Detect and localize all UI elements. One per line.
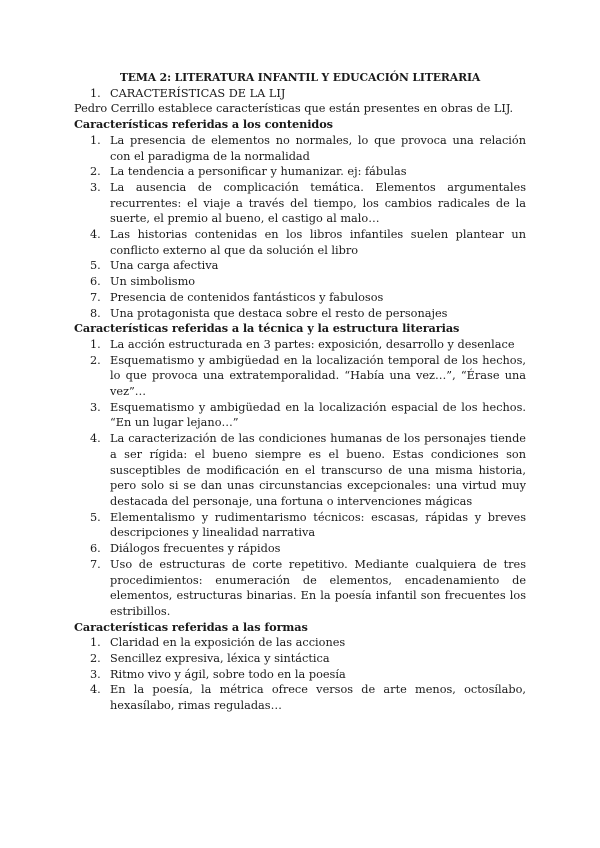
document-title: TEMA 2: LITERATURA INFANTIL Y EDUCACIÓN LITERARIA [119, 71, 481, 84]
section-heading: Características referidas a las formas [74, 619, 308, 634]
list-item [74, 682, 526, 713]
list-item-number: 8. [90, 306, 101, 320]
sections-container [74, 117, 526, 714]
numbered-list [74, 635, 526, 714]
list-item [74, 635, 526, 651]
list-item-text: Ritmo vivo y ágil, sobre todo en la poesía [110, 667, 346, 681]
list-item [74, 164, 526, 180]
list-item-number: 4. [90, 228, 101, 242]
list-item [74, 180, 526, 227]
list-item-number: 5. [90, 259, 101, 273]
list-item-text: La acción estructurada en 3 partes: exposición, desarrollo y desenlace [110, 337, 515, 351]
list-item [74, 400, 526, 431]
list-item [74, 510, 526, 541]
list-item-number: 6. [90, 275, 101, 289]
list-item-text: Esquematismo y ambigüedad en la localización espacial de los hechos. “En un lugar lejano…” [110, 400, 526, 430]
numbered-list [74, 133, 526, 321]
main-heading-text: CARACTERÍSTICAS DE LA LIJ [110, 86, 286, 100]
numbered-list [74, 337, 526, 620]
list-item-number: 5. [90, 510, 101, 524]
list-item-text: La tendencia a personificar y humanizar. ej: fábulas [110, 165, 407, 179]
list-item-number: 2. [90, 652, 101, 666]
list-item [74, 337, 526, 353]
main-heading-number: 1. [90, 86, 101, 100]
list-item-number: 7. [90, 290, 101, 304]
list-item-text: Uso de estructuras de corte repetitivo. Mediante cualquiera de tres procedimientos: enumeración de elementos, encadenamiento de elementos, estructuras binarias. En la poesía infantil son frecuentes los estribillos. [110, 557, 526, 618]
list-item [74, 290, 526, 306]
list-item-text: Esquematismo y ambigüedad en la localización temporal de los hechos, lo que provoca una extratemporalidad. “Había una vez…”, “Érase una vez”… [110, 353, 526, 399]
list-item-number: 3. [90, 667, 101, 681]
list-item-text: Una protagonista que destaca sobre el resto de personajes [110, 306, 448, 320]
list-item-text: Presencia de contenidos fantásticos y fabulosos [110, 290, 384, 304]
list-item-text: Claridad en la exposición de las acciones [110, 636, 346, 650]
list-item-number: 2. [90, 353, 101, 367]
list-item-number: 1. [90, 133, 101, 147]
list-item-number: 6. [90, 542, 101, 556]
list-item-text: La caracterización de las condiciones humanas de los personajes tiende a ser rígida: el bueno siempre es el bueno. Estas condiciones son susceptibles de modificación en el transcurso de una misma historia, pero solo si se dan unas circunstancias excepcionales: una virtud muy destacada del personaje, una fortuna o intervenciones mágicas [110, 432, 526, 508]
list-item-number: 1. [90, 636, 101, 650]
document-body [74, 70, 526, 714]
list-item-number: 2. [90, 165, 101, 179]
list-item-number: 4. [90, 683, 101, 697]
list-item-number: 7. [90, 557, 101, 571]
list-item-text: En la poesía, la métrica ofrece versos de arte menos, octosílabo, hexasílabo, rimas reguladas… [110, 683, 526, 713]
list-item-text: Sencillez expresiva, léxica y sintáctica [110, 652, 330, 666]
section-heading: Características referidas a la técnica y la estructura literarias [74, 321, 460, 336]
list-item [74, 133, 526, 164]
list-item [74, 431, 526, 510]
list-item [74, 274, 526, 290]
list-item [74, 651, 526, 667]
list-item-number: 4. [90, 432, 101, 446]
list-item-text: Elementalismo y rudimentarismo técnicos: escasas, rápidas y breves descripciones y linealidad narrativa [110, 510, 526, 540]
list-item [74, 557, 526, 620]
list-item-number: 3. [90, 180, 101, 194]
list-item [74, 667, 526, 683]
list-item-text: Una carga afectiva [110, 259, 219, 273]
list-item-number: 1. [90, 337, 101, 351]
section-heading: Características referidas a los contenidos [74, 117, 333, 132]
list-item [74, 227, 526, 258]
list-item-text: La ausencia de complicación temática. Elementos argumentales recurrentes: el viaje a través del tiempo, los cambios radicales de la suerte, el premio al bueno, el castigo al malo… [110, 180, 526, 226]
intro-paragraph: Pedro Cerrillo establece características que están presentes en obras de LIJ. [74, 102, 514, 116]
list-item-text: Las historias contenidas en los libros infantiles suelen plantear un conflicto externo al que da solución el libro [110, 228, 526, 257]
list-item [74, 258, 526, 274]
list-item [74, 353, 526, 400]
list-item-text: La presencia de elementos no normales, lo que provoca una relación con el paradigma de la normalidad [110, 133, 526, 163]
list-item-number: 3. [90, 400, 101, 414]
list-item-text: Diálogos frecuentes y rápidos [110, 542, 281, 556]
list-item-text: Un simbolismo [110, 275, 196, 289]
main-heading [74, 86, 526, 102]
list-item [74, 306, 526, 322]
list-item [74, 541, 526, 557]
